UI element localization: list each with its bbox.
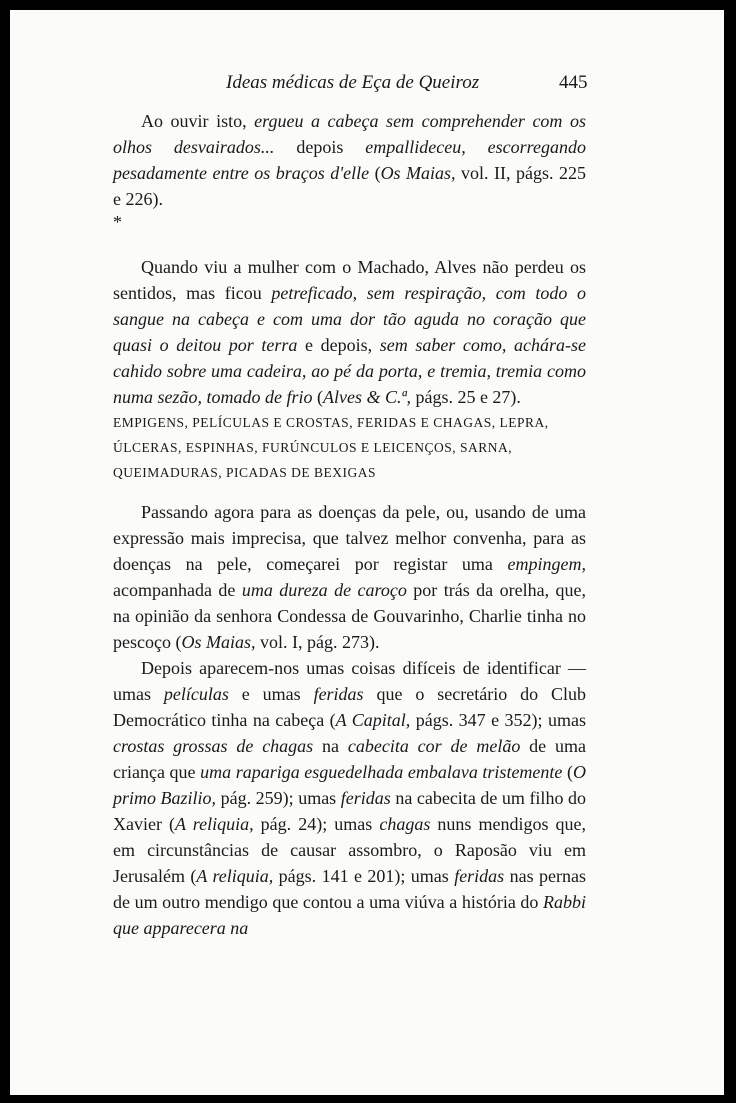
paragraph-quote-os-maias: Ao ouvir isto, ergueu a cabeça sem comprehender com os olhos desvairados... depois empallideceu, escorregando pesadamente entre os braços d'elle (Os Maias, vol. II, págs. 225 e 226).	[113, 111, 586, 209]
page-body	[113, 108, 586, 941]
running-title: Ideas médicas de Eça de Queiroz	[226, 72, 480, 93]
page-number: 445	[559, 72, 588, 93]
section-heading-line: EMPIGENS, PELÍCULAS E CROSTAS, FERIDAS E CHAGAS, LEPRA,	[113, 415, 549, 430]
section-heading	[113, 410, 586, 485]
book-page	[10, 10, 724, 1095]
section-heading-line: ÚLCERAS, ESPINHAS, FURÚNCULOS E LEICENÇOS, SARNA,	[113, 440, 513, 455]
page-header	[10, 70, 724, 100]
paragraph-difficult-to-identify: Depois aparecem-nos umas coisas difíceis de identificar — umas películas e umas feridas que o secretário do Club Democrático tinha na cabeça (A Capital, págs. 347 e 352); umas crostas grossas de chagas na cabecita cor de melão de uma criança que uma rapariga esguedelhada embalava tristemente (O primo Bazilio, pág. 259); umas feridas na cabecita de um filho do Xavier (A reliquia, pág. 24); umas chagas nuns mendigos que, em circunstâncias de causar assombro, o Raposão viu em Jerusalém (A reliquia, págs. 141 e 201); umas feridas nas pernas de um outro mendigo que contou a uma viúva a história do Rabbi que apparecera na	[113, 658, 587, 938]
section-separator: *	[113, 212, 122, 232]
section-heading-line: QUEIMADURAS, PICADAS DE BEXIGAS	[113, 465, 377, 480]
paragraph-skin-diseases: Passando agora para as doenças da pele, ou, usando de uma expressão mais imprecisa, que talvez melhor convenha, para as doenças na pele, começarei por registar uma empingem, acompanhada de uma dureza de caroço por trás da orelha, que, na opinião da senhora Condessa de Gouvarinho, Charlie tinha no pescoço (Os Maias, vol. I, pág. 273).	[113, 502, 587, 652]
paragraph-quote-alves: Quando viu a mulher com o Machado, Alves não perdeu os sentidos, mas ficou petreficado, sem respiração, com todo o sangue na cabeça e com uma dor tão aguda no coração que quasi o deitou por terra e depois, sem saber como, achára-se cahido sobre uma cadeira, ao pé da porta, e tremia, tremia como numa sezão, tomado de frio (Alves & C.ª, págs. 25 e 27).	[113, 257, 587, 407]
